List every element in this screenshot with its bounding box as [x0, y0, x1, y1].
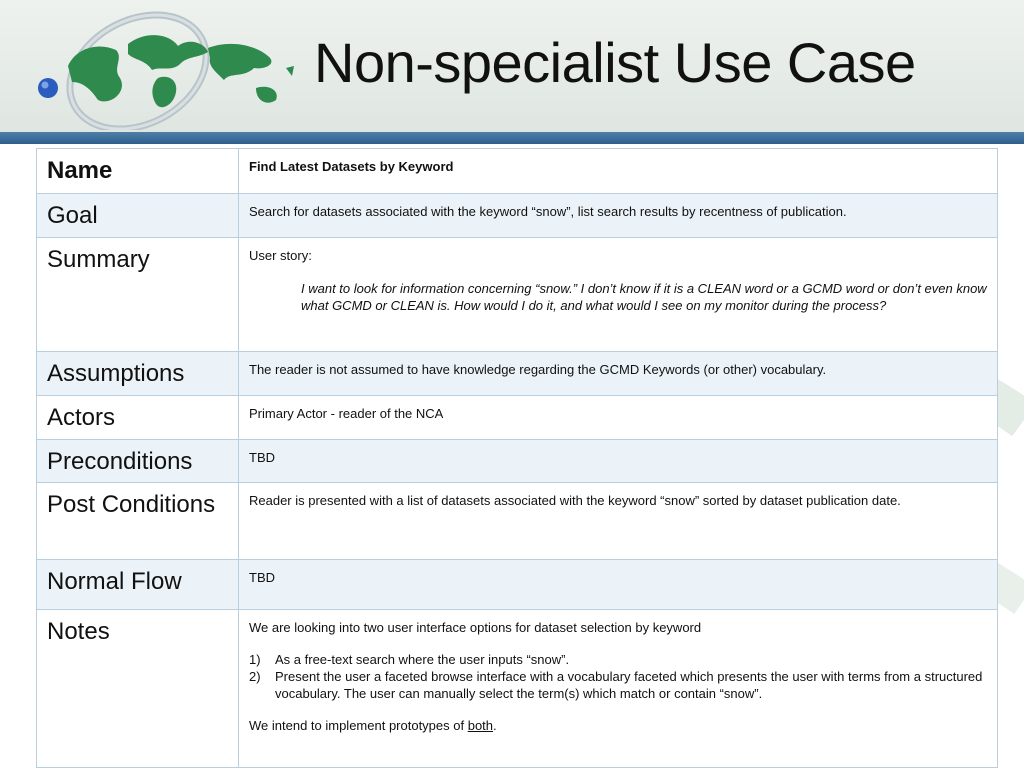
table-row-preconditions	[37, 440, 998, 483]
row-label-name: Name	[37, 149, 239, 194]
row-value-name: Find Latest Datasets by Keyword	[239, 149, 998, 194]
table-row-name	[37, 149, 998, 194]
use-case-table	[36, 148, 998, 768]
row-label-assumptions: Assumptions	[37, 352, 239, 396]
row-value-goal: Search for datasets associated with the keyword “snow”, list search results by recentness of publication.	[239, 194, 998, 238]
table-row-post-conditions	[37, 483, 998, 560]
list-item	[249, 668, 989, 702]
table-row-summary	[37, 238, 998, 352]
row-label-goal: Goal	[37, 194, 239, 238]
list-item	[249, 651, 989, 668]
header-band	[0, 0, 1024, 132]
user-story-text: I want to look for information concerning “snow.” I don’t know if it is a CLEAN word or a GCMD word or don’t even know what GCMD or CLEAN is. How would I do it, and what would I see on my monitor during the process?	[301, 281, 987, 313]
row-label-post-conditions: Post Conditions	[37, 483, 239, 560]
row-label-normal-flow: Normal Flow	[37, 560, 239, 610]
table-row-normal-flow	[37, 560, 998, 610]
row-value-normal-flow: TBD	[239, 560, 998, 610]
row-value-notes	[239, 610, 998, 768]
row-label-notes: Notes	[37, 610, 239, 768]
list-item-text: As a free-text search where the user inputs “snow”.	[275, 652, 570, 667]
table-row-assumptions	[37, 352, 998, 396]
row-label-summary: Summary	[37, 238, 239, 352]
list-item-text: Present the user a faceted browse interface with a vocabulary faceted which presents the user with terms from a structured vocabulary. The user can manually select the term(s) which match or contain “snow”.	[275, 669, 983, 701]
notes-closing-prefix: We intend to implement prototypes of	[249, 718, 468, 733]
notes-list	[249, 651, 989, 702]
slide-title: Non-specialist Use Case	[314, 31, 916, 94]
row-value-summary	[239, 238, 998, 352]
table-row-actors	[37, 396, 998, 440]
list-number: 2)	[249, 669, 261, 684]
header-divider-bar	[0, 132, 1024, 144]
world-globe-logo	[28, 8, 308, 130]
table-row-notes	[37, 610, 998, 768]
notes-closing	[249, 717, 989, 734]
row-value-post-conditions: Reader is presented with a list of datasets associated with the keyword “snow” sorted by dataset publication date.	[239, 483, 998, 560]
notes-closing-emphasis: both	[467, 718, 494, 733]
table-row-goal	[37, 194, 998, 238]
row-label-actors: Actors	[37, 396, 239, 440]
notes-closing-suffix: .	[493, 718, 497, 733]
notes-intro: We are looking into two user interface options for dataset selection by keyword	[249, 620, 702, 635]
row-value-actors: Primary Actor - reader of the NCA	[239, 396, 998, 440]
summary-intro: User story:	[249, 248, 312, 263]
row-value-preconditions: TBD	[239, 440, 998, 483]
list-number: 1)	[249, 652, 261, 667]
row-label-preconditions: Preconditions	[37, 440, 239, 483]
row-value-assumptions: The reader is not assumed to have knowledge regarding the GCMD Keywords (or other) vocabulary.	[239, 352, 998, 396]
